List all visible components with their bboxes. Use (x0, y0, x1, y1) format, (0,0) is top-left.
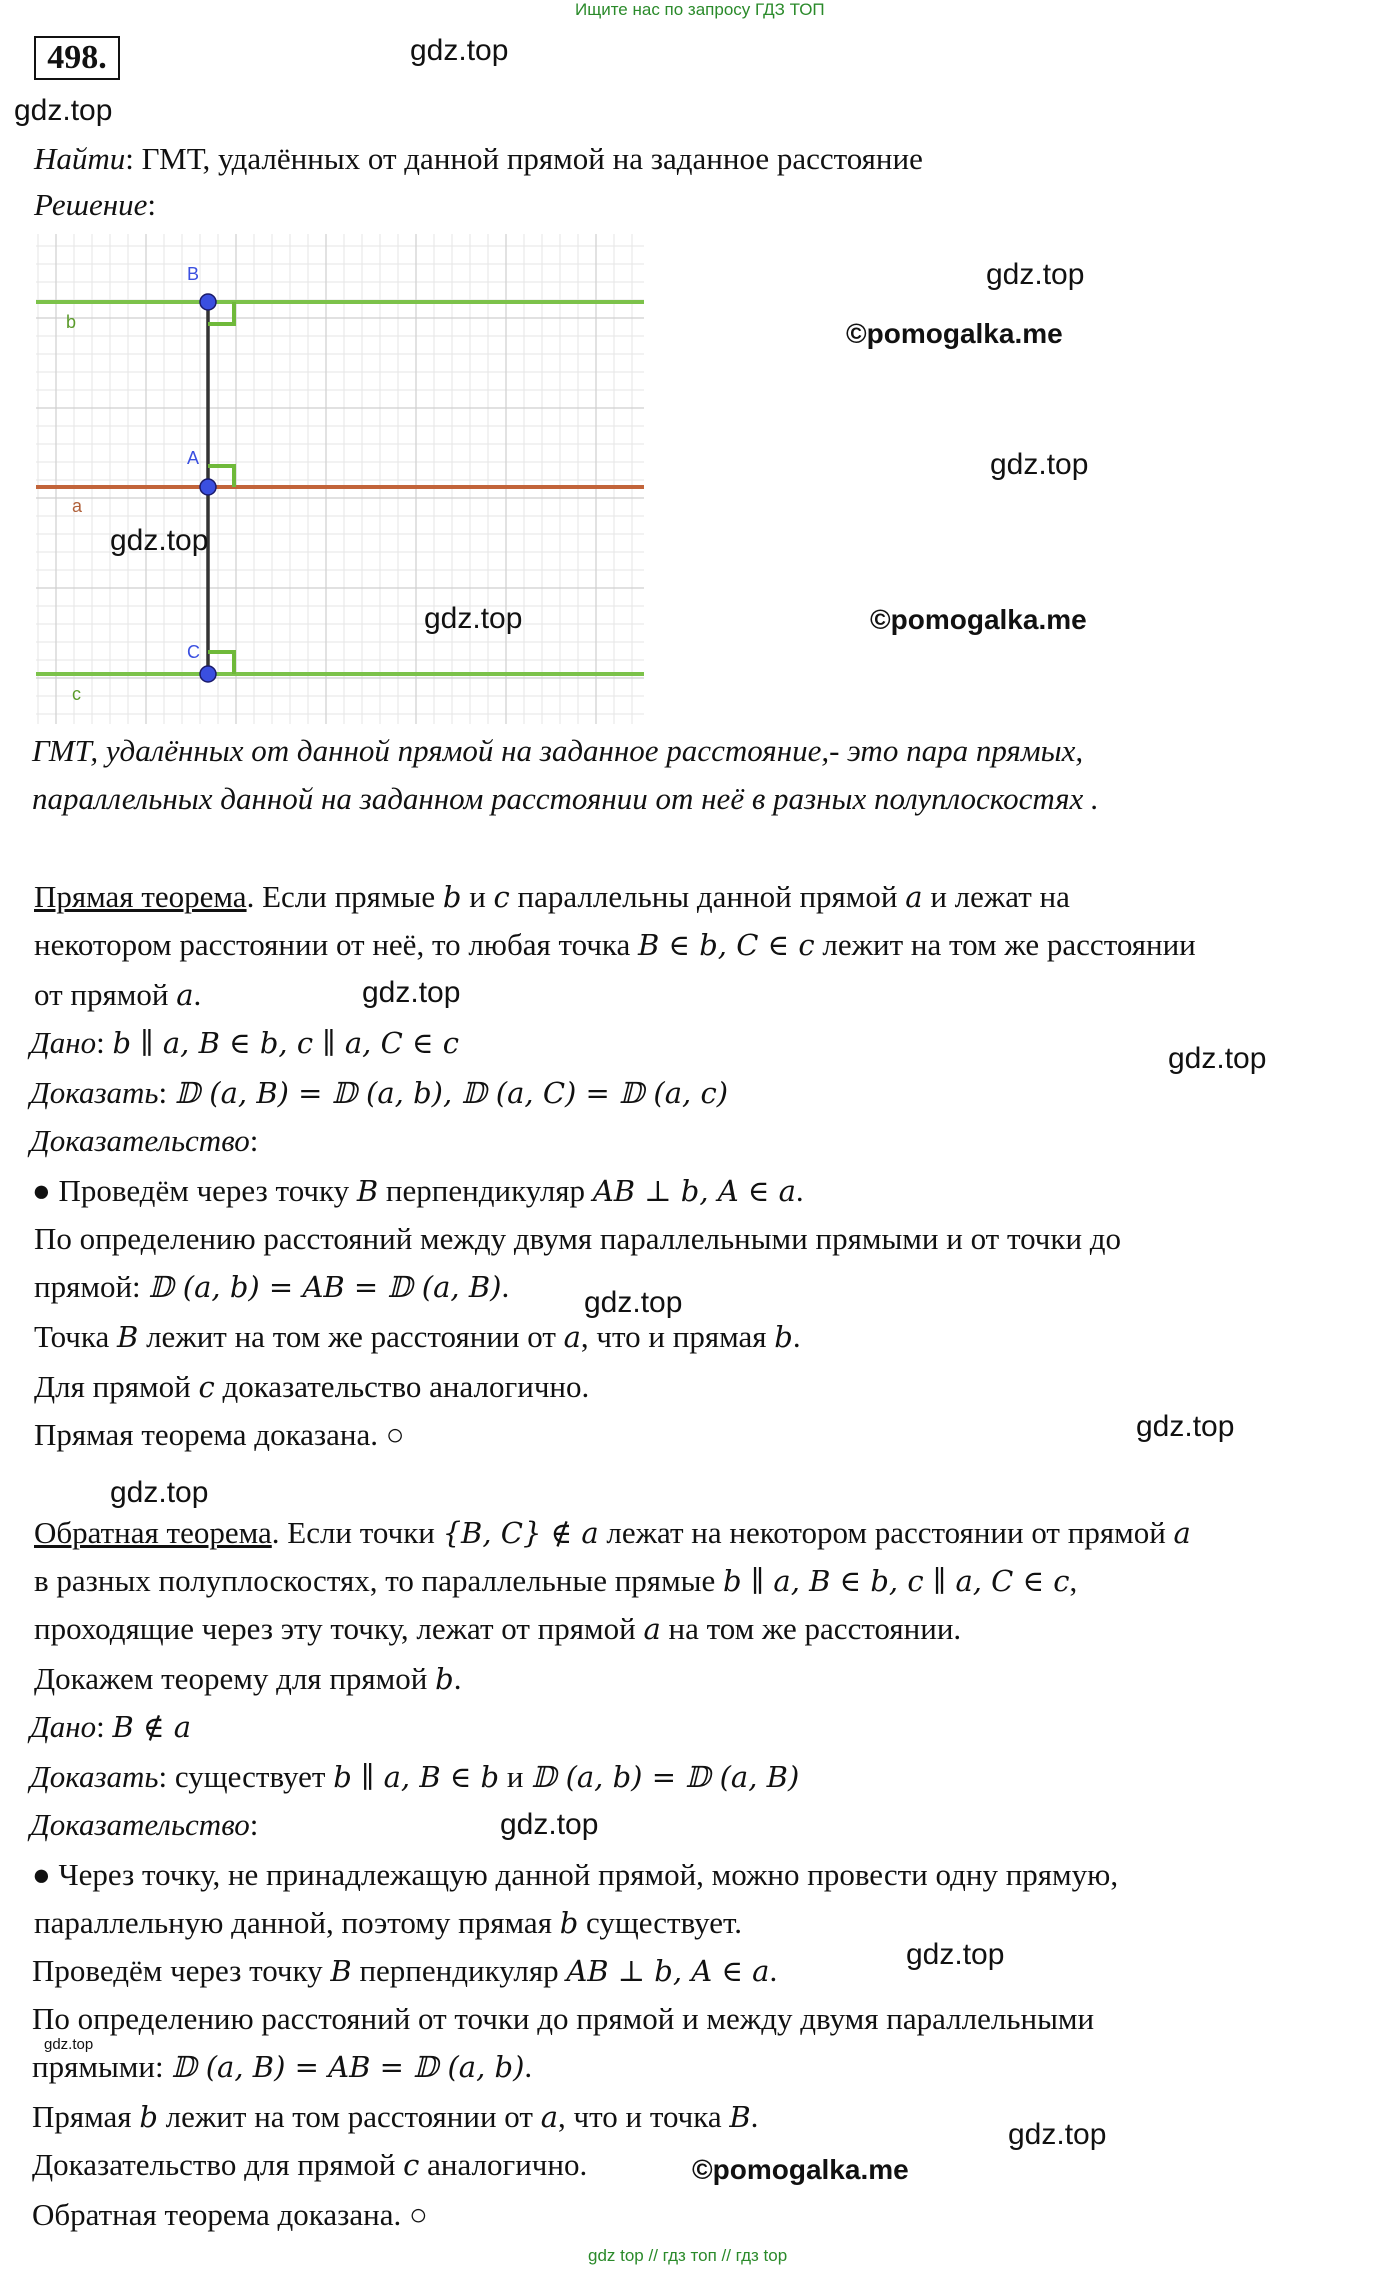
text: . (193, 977, 202, 1012)
math: a (176, 978, 194, 1012)
text: прямыми: (32, 2049, 172, 2084)
text: . (524, 2049, 533, 2084)
text: перпендикуляр (378, 1173, 593, 1208)
construction-figure (36, 234, 644, 724)
text: аналогично. (419, 2147, 588, 2182)
watermark-gdz: gdz.top (500, 1808, 599, 1841)
label-point-b: B (187, 264, 200, 284)
text: лежит на том расстоянии от (157, 2099, 541, 2134)
direct-prove (30, 1070, 728, 1116)
point-c (200, 666, 216, 682)
text: перпендикуляр (351, 1953, 567, 1988)
math: {B, C} ∉ a (442, 1516, 599, 1550)
math: b (139, 2100, 158, 2134)
converse-proof-4: По определению расстояний от точки до прямой и между двумя параллельными (32, 2001, 1095, 2036)
proof-label: Доказательство (30, 1123, 250, 1158)
text: параллельны данной прямой (509, 879, 906, 914)
label-line-c: c (72, 684, 81, 704)
converse-proof-1: ● Через точку, не принадлежащую данной прямой, можно провести одну прямую, (32, 1857, 1119, 1892)
text: Проведём через точку (32, 1953, 331, 1988)
figure-grid (36, 234, 644, 724)
text: проходящие через эту точку, лежат от прямой (34, 1611, 644, 1646)
given-label: Дано (30, 1025, 97, 1060)
text: : (96, 1709, 113, 1744)
direct-proof-label (30, 1118, 258, 1164)
label-line-b: b (66, 312, 77, 332)
direct-proof-4 (34, 1314, 801, 1360)
direct-proof-2: По определению расстояний между двумя параллельными прямыми и от точки до (34, 1221, 1122, 1256)
find-text: : ГМТ, удалённых от данной прямой на заданное расстояние (125, 141, 923, 176)
math: c (403, 2148, 420, 2182)
direct-theorem-line-2 (34, 922, 1196, 968)
converse-given (30, 1704, 191, 1750)
watermark-gdz: gdz.top (362, 976, 461, 1009)
math: b (559, 1906, 579, 1940)
label-line-a: a (72, 496, 83, 516)
direct-theorem-title: Прямая теорема (34, 879, 247, 914)
converse-theorem-line-4 (34, 1656, 461, 1702)
direct-given (30, 1020, 459, 1066)
given-label: Дано (30, 1709, 97, 1744)
text: . Если точки (271, 1515, 443, 1550)
math: B (729, 2100, 751, 2134)
text: параллельную данной, поэтому прямая (34, 1905, 560, 1940)
text: от прямой (34, 977, 177, 1012)
label-point-c: C (187, 642, 200, 662)
math: 𝔻 (a, B) = 𝔻 (a, b), 𝔻 (a, C) = 𝔻 (a, c) (174, 1076, 729, 1110)
prove-label: Доказать (30, 1759, 159, 1794)
converse-prove (30, 1754, 799, 1800)
watermark-gdz: gdz.top (410, 34, 509, 67)
math: B ∉ a (112, 1710, 191, 1744)
watermark-pomogalka: ©pomogalka.me (846, 318, 1063, 349)
watermark-gdz-small: gdz.top (44, 2036, 94, 2053)
watermark-gdz: gdz.top (424, 602, 523, 635)
watermark-gdz: gdz.top (110, 524, 209, 557)
text: ● Проведём через точку (32, 1173, 357, 1208)
text: доказательство аналогично. (214, 1369, 590, 1404)
watermark-gdz: gdz.top (1168, 1042, 1267, 1075)
math: B ∈ b, C ∈ c (638, 928, 815, 962)
converse-proof-label (30, 1802, 258, 1848)
text: на том же расстоянии. (660, 1611, 962, 1646)
math: a (1173, 1516, 1191, 1550)
math: b ∥ a, B ∈ b, c ∥ a, C ∈ c (112, 1026, 459, 1060)
text: , что и точка (558, 2099, 730, 2134)
math: 𝔻 (a, b) = AB = 𝔻 (a, B) (148, 1270, 502, 1304)
definition-line-1: ГМТ, удалённых от данной прямой на заданное расстояние,- это пара прямых, (32, 733, 1084, 768)
math: b (442, 880, 462, 914)
text: лежит на том же расстоянии (814, 927, 1196, 962)
watermark-gdz: gdz.top (906, 1938, 1005, 1971)
direct-theorem-line-1 (34, 874, 1070, 920)
math: AB ⊥ b, A ∈ a (592, 1174, 796, 1208)
math: b ∥ a, B ∈ b (333, 1760, 500, 1794)
math: c (198, 1370, 215, 1404)
math: b (774, 1320, 793, 1354)
text: некотором расстоянии от неё, то любая точка (34, 927, 639, 962)
text: существует. (578, 1905, 742, 1940)
find-label: Найти (34, 141, 126, 176)
converse-proof-8: Обратная теорема доказана. ○ (32, 2197, 428, 2232)
text: : (249, 1123, 259, 1158)
text: лежат на некотором расстоянии от прямой (598, 1515, 1174, 1550)
text: : (96, 1025, 113, 1060)
text: . (769, 1953, 778, 1988)
direct-proof-1 (32, 1168, 804, 1214)
text: , (1069, 1563, 1078, 1598)
math: 𝔻 (a, b) = 𝔻 (a, B) (531, 1760, 800, 1794)
text: Докажем теорему для прямой (34, 1661, 436, 1696)
text: Для прямой (34, 1369, 199, 1404)
converse-theorem-title: Обратная теорема (34, 1515, 272, 1550)
watermark-pomogalka: ©pomogalka.me (870, 604, 1087, 635)
text: , что и прямая (580, 1319, 775, 1354)
math: a (905, 880, 923, 914)
watermark-gdz: gdz.top (584, 1286, 683, 1319)
converse-theorem-line-3 (34, 1606, 961, 1652)
converse-theorem-line-2 (34, 1558, 1077, 1604)
math: B (330, 1954, 352, 1988)
text: . (795, 1173, 804, 1208)
text: прямой: (34, 1269, 149, 1304)
definition-line-2: параллельных данной на заданном расстоянии от неё в разных полуплоскостях . (32, 781, 1099, 816)
direct-proof-6: Прямая теорема доказана. ○ (34, 1417, 405, 1452)
watermark-gdz: gdz.top (986, 258, 1085, 291)
math: b ∥ a, B ∈ b, c ∥ a, C ∈ c (723, 1564, 1070, 1598)
solution-line (34, 182, 156, 228)
converse-proof-2 (34, 1900, 742, 1946)
watermark-gdz: gdz.top (110, 1476, 209, 1509)
text: и (499, 1759, 532, 1794)
watermark-gdz: gdz.top (1136, 1410, 1235, 1443)
math: B (356, 1174, 379, 1208)
point-b (200, 294, 216, 310)
converse-proof-7 (32, 2142, 587, 2188)
math: c (493, 880, 510, 914)
direct-proof-5 (34, 1364, 589, 1410)
text: и лежат на (922, 879, 1070, 914)
text: : (158, 1075, 175, 1110)
text: . (750, 2099, 759, 2134)
math: AB ⊥ b, A ∈ a (566, 1954, 770, 1988)
converse-proof-3 (32, 1948, 777, 1994)
text: : существует (158, 1759, 334, 1794)
watermark-pomogalka: ©pomogalka.me (692, 2154, 909, 2185)
text: и (461, 879, 494, 914)
converse-theorem-line-1 (34, 1510, 1191, 1556)
text: Точка (34, 1319, 117, 1354)
converse-proof-6 (32, 2094, 758, 2140)
text: . (453, 1661, 462, 1696)
math: a (563, 1320, 581, 1354)
text: в разных полуплоскостях, то параллельные прямые (34, 1563, 724, 1598)
prove-label: Доказать (30, 1075, 159, 1110)
direct-proof-3 (34, 1264, 509, 1310)
top-banner[interactable]: Ищите нас по запросу ГДЗ ТОП (575, 0, 825, 19)
text: : (249, 1807, 259, 1842)
math: a (643, 1612, 661, 1646)
watermark-gdz: gdz.top (990, 448, 1089, 481)
proof-label: Доказательство (30, 1807, 250, 1842)
text: . (501, 1269, 510, 1304)
text: Прямая (32, 2099, 140, 2134)
watermark-gdz: gdz.top (1008, 2118, 1107, 2151)
math: 𝔻 (a, B) = AB = 𝔻 (a, b) (171, 2050, 525, 2084)
solution-label: Решение (34, 187, 148, 222)
find-line (34, 136, 923, 182)
text: . (792, 1319, 801, 1354)
text: лежит на том же расстоянии от (138, 1319, 564, 1354)
math: B (117, 1320, 139, 1354)
task-number: 498. (34, 36, 120, 80)
direct-theorem-line-3 (34, 972, 201, 1018)
watermark-gdz: gdz.top (14, 94, 113, 127)
footer-links[interactable]: gdz top // гдз топ // гдз top (588, 2246, 788, 2265)
solution-colon: : (147, 187, 156, 222)
label-point-a: A (187, 448, 200, 468)
text: . Если прямые (246, 879, 443, 914)
converse-proof-5 (32, 2044, 532, 2090)
text: Доказательство для прямой (32, 2147, 404, 2182)
point-a (200, 479, 216, 495)
math: a (540, 2100, 558, 2134)
math: b (435, 1662, 454, 1696)
